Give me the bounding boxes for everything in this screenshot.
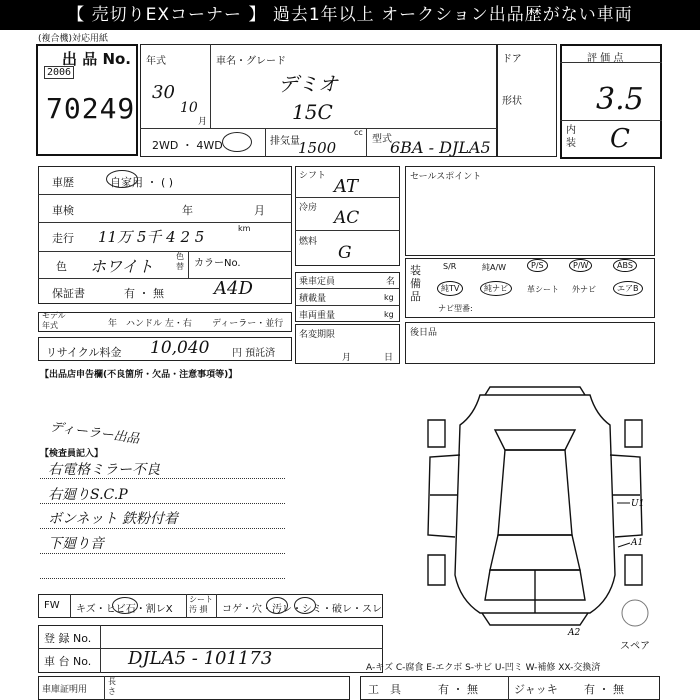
car-rear-window bbox=[495, 430, 575, 450]
damage-mark-u1: U1 bbox=[631, 499, 645, 509]
drive-circle bbox=[222, 132, 252, 152]
weight-label: 車両重量 bbox=[299, 311, 336, 321]
car-rear-left-wheel bbox=[428, 420, 445, 447]
car-rear-right-wheel bbox=[625, 420, 642, 447]
fw-label: FW bbox=[44, 600, 60, 611]
inspector-label: 【検査員記入】 bbox=[40, 449, 104, 459]
cc-unit: cc bbox=[354, 128, 363, 137]
tools-label: 工 具 bbox=[368, 683, 401, 696]
model-year-label: モデル年式 bbox=[42, 311, 66, 330]
form-subtitle: (複合機)対応用紙 bbox=[38, 34, 109, 44]
equip-ps: P/S bbox=[527, 259, 548, 272]
name-change-month: 月 bbox=[342, 353, 352, 363]
fw-text: キズ・ヒビ石・割レX bbox=[76, 604, 173, 615]
spare-label: スペア bbox=[620, 641, 650, 652]
fw-circle bbox=[112, 597, 138, 614]
damage-legend: A-キズ C-腐食 E-エクボ S-サビ U-凹ミ W-補修 XX-交換済 bbox=[366, 663, 601, 673]
damage-mark-a2: A2 bbox=[568, 628, 581, 638]
equip-aw: 純A/W bbox=[482, 263, 507, 272]
car-grade: 15C bbox=[292, 100, 333, 124]
warranty-value: A4D bbox=[214, 278, 253, 299]
equip-ext-navi: 外ナビ bbox=[572, 285, 596, 294]
score-value: 3.5 bbox=[596, 82, 644, 117]
door-label: ドア bbox=[502, 54, 522, 65]
capacity-label: 乗車定員 bbox=[299, 277, 336, 287]
load-unit: kg bbox=[384, 293, 394, 302]
seat-label: シート汚 損 bbox=[189, 595, 213, 614]
tools-options: 有 ・ 無 bbox=[438, 683, 478, 696]
model-label: 型式 bbox=[372, 134, 392, 145]
after-box bbox=[405, 322, 655, 364]
month-unit: 月 bbox=[198, 117, 208, 127]
spare-tire-icon bbox=[622, 600, 648, 626]
name-change-label: 名変期限 bbox=[299, 330, 336, 340]
color-no-label: カラーNo. bbox=[194, 258, 241, 269]
mileage-unit: km bbox=[238, 224, 251, 233]
inspector-note-2: 右廻りS.C.P bbox=[48, 487, 128, 503]
after-label: 後日品 bbox=[410, 328, 438, 338]
interior-label: 内装 bbox=[566, 125, 576, 149]
jack-options: 有 ・ 無 bbox=[584, 683, 624, 696]
name-change-day: 日 bbox=[384, 353, 394, 363]
sales-label: セールスポイント bbox=[410, 172, 482, 182]
model-value: 6BA - DJLA5 bbox=[390, 138, 491, 157]
page-banner: 【 売切りEXコーナー 】 過去1年以上 オークション出品歴がない車両 bbox=[0, 0, 700, 30]
dealer-label: ディーラー・並行 bbox=[212, 319, 284, 329]
notes-label: 【出品店申告欄(不良箇所・欠品・注意事項等)】 bbox=[40, 370, 238, 380]
cert-label: 車庫証明用 bbox=[42, 685, 88, 695]
shift-value: AT bbox=[334, 176, 359, 197]
seat-circle-2 bbox=[294, 597, 316, 614]
chassis-value: DJLA5 - 101173 bbox=[128, 648, 273, 669]
equip-navi: 純ナビ bbox=[480, 281, 512, 296]
weight-unit: kg bbox=[384, 310, 394, 319]
cert-sub: 長さ bbox=[108, 677, 116, 696]
history-options: 自家用 ・ ( ) bbox=[110, 176, 174, 189]
interior-value: C bbox=[610, 124, 630, 154]
reg-label: 登 録 No. bbox=[44, 632, 92, 645]
inspector-note-4: 下廻り音 bbox=[48, 536, 104, 552]
inspector-note-3: ボンネット 鉄粉付着 bbox=[48, 511, 179, 527]
cc-value: 1500 bbox=[298, 139, 337, 157]
car-left-doors bbox=[428, 455, 460, 537]
handle-label: ハンドル 左・右 bbox=[126, 319, 192, 329]
car-roof bbox=[498, 450, 572, 535]
seat-text: コゲ・穴・汚レ・シミ・破レ・スレ bbox=[222, 604, 382, 615]
shape-label: 形状 bbox=[502, 96, 522, 107]
car-front-left-wheel bbox=[428, 555, 445, 585]
car-front-bumper bbox=[482, 613, 588, 625]
equip-tv: 純TV bbox=[437, 281, 463, 296]
name-label: 車名・グレード bbox=[216, 56, 286, 67]
equip-sr: S/R bbox=[443, 262, 457, 271]
seat-circle-1 bbox=[266, 597, 288, 614]
shift-label: シフト bbox=[299, 171, 327, 181]
fuel-value: G bbox=[338, 243, 352, 263]
month-value: 10 bbox=[180, 100, 198, 116]
drive-options: 2WD ・ 4WD bbox=[152, 139, 223, 152]
car-damage-diagram bbox=[410, 385, 660, 640]
car-name: デミオ bbox=[278, 72, 338, 96]
jack-label: ジャッキ bbox=[514, 683, 558, 696]
fuel-label: 燃料 bbox=[299, 237, 318, 247]
dealer-note: ディーラー出品 bbox=[49, 419, 141, 448]
color-label: 色 bbox=[56, 260, 67, 273]
equip-abs: ABS bbox=[613, 259, 637, 272]
lot-label: 出 品 No. bbox=[62, 50, 132, 68]
car-front-right-wheel bbox=[625, 555, 642, 585]
ac-label: 冷房 bbox=[299, 203, 318, 213]
cc-label: 排気量 bbox=[270, 136, 300, 147]
capacity-unit: 名 bbox=[386, 277, 396, 287]
color-change-label: 色替 bbox=[176, 252, 184, 271]
navi-label: ナビ型番: bbox=[438, 304, 473, 313]
color-value: ホワイト bbox=[90, 257, 154, 276]
model-year-unit: 年 bbox=[108, 319, 118, 329]
recycle-unit: 円 預託済 bbox=[232, 348, 276, 359]
inspection-label: 車検 bbox=[52, 204, 74, 217]
ac-value: AC bbox=[334, 208, 360, 228]
load-label: 積載量 bbox=[299, 294, 327, 304]
year-label: 年式 bbox=[146, 56, 166, 67]
history-label: 車歴 bbox=[52, 176, 74, 189]
lot-number: 70249 bbox=[46, 92, 136, 125]
car-rear-bumper bbox=[485, 387, 585, 395]
recycle-value: 10,040 bbox=[150, 338, 210, 358]
equip-airbag: エアB bbox=[613, 281, 643, 296]
score-label: 評 価 点 bbox=[587, 53, 624, 64]
mileage-value: 11万 5千 4 2 5 bbox=[98, 228, 205, 246]
damage-mark-a1: A1 bbox=[631, 538, 644, 548]
lot-tag: 2006 bbox=[44, 66, 74, 79]
inspection-month-unit: 月 bbox=[254, 204, 265, 217]
car-right-doors bbox=[610, 455, 645, 537]
equipment-label: 装備品 bbox=[410, 264, 421, 303]
inspector-note-1: 右電格ミラー不良 bbox=[48, 462, 160, 478]
equip-leather: 革シート bbox=[527, 285, 559, 294]
inspection-year-unit: 年 bbox=[182, 204, 193, 217]
mileage-label: 走行 bbox=[52, 232, 74, 245]
history-circle bbox=[106, 170, 138, 188]
chassis-label: 車 台 No. bbox=[44, 655, 92, 668]
warranty-options: 有 ・ 無 bbox=[124, 287, 164, 300]
equip-pw: P/W bbox=[569, 259, 592, 272]
recycle-label: リサイクル料金 bbox=[46, 346, 122, 359]
year-value: 30 bbox=[152, 82, 175, 103]
warranty-label: 保証書 bbox=[52, 287, 85, 300]
car-windshield bbox=[490, 535, 580, 570]
